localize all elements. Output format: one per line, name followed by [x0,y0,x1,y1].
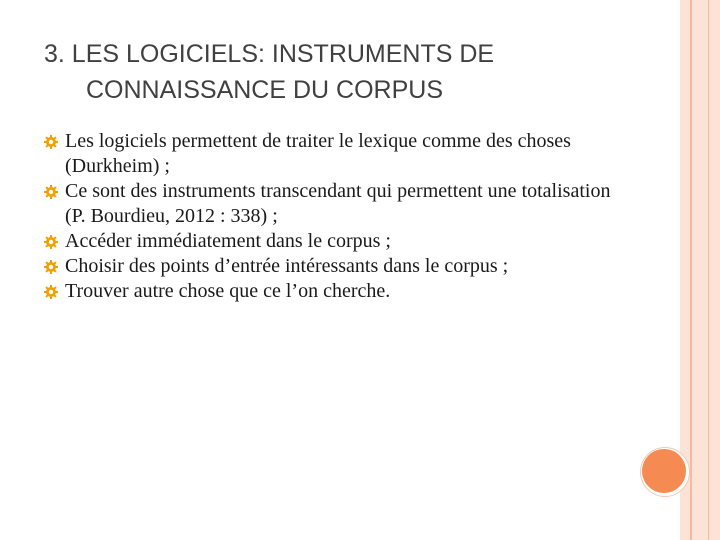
bullet-item [44,129,624,179]
bullet-item [44,229,624,254]
slide-title [44,36,644,108]
slide-title-line-2: CONNAISSANCE DU CORPUS [86,76,443,104]
decorative-stripe-line [690,0,692,540]
bullet-item [44,279,624,304]
bullet-item [44,254,624,279]
bullet-text: Trouver autre chose que ce l’on cherche. [65,280,391,302]
gear-icon [44,185,58,199]
gear-icon [44,285,58,299]
decorative-circle [642,449,686,493]
decorative-stripe-line [708,0,709,540]
bullet-text: Choisir des points d’entrée intéressants dans le corpus ; [65,255,509,277]
gear-icon [44,260,58,274]
bullet-text: Ce sont des instruments transcendant qui permettent une totalisation (P. Bourdieu, 2012 : 338) ; [65,180,611,227]
bullet-text: Accéder immédiatement dans le corpus ; [65,230,391,252]
slide-title-line-1: 3. LES LOGICIELS: INSTRUMENTS DE [44,40,495,68]
bullet-list [44,129,624,304]
bullet-text: Les logiciels permettent de traiter le lexique comme des choses (Durkheim) ; [65,130,571,177]
gear-icon [44,135,58,149]
bullet-item [44,179,624,229]
gear-icon [44,235,58,249]
